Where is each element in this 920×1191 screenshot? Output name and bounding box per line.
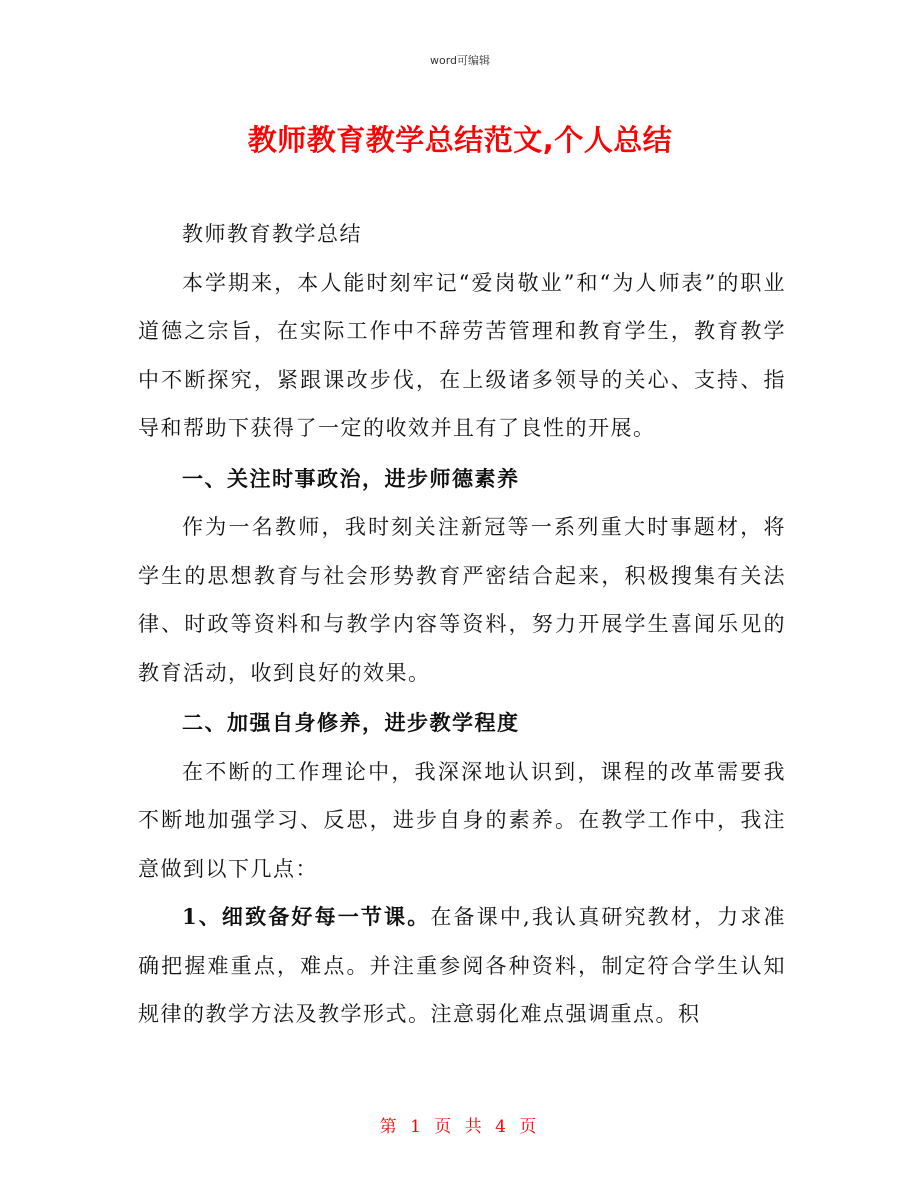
point-1-lead: 1、细致备好每一节课。 xyxy=(182,904,431,929)
section-1-paragraph: 作为一名教师，我时刻关注新冠等一系列重大时事题材，将学生的思想教育与社会形势教育严密结合起来，积极搜集有关法律、时政等资料和与教学内容等资料，努力开展学生喜闻乐见的教育活动，收到良好的效果。 xyxy=(138,515,786,685)
section-2-paragraph: 在不断的工作理论中，我深深地认识到，课程的改革需要我不断地加强学习、反思，进步自身的素养。在教学工作中，我注意做到以下几点： xyxy=(138,759,786,881)
point-1-body: 在备课中,我认真研究教材，力求准确把握难重点，难点。并注重参阅各种资料，制定符合学生认知规律的教学方法及教学形式。注意弱化难点强调重点。积 xyxy=(138,905,786,1026)
document-body xyxy=(138,210,786,1039)
subtitle: 教师教育教学总结 xyxy=(182,222,362,246)
section-1-heading: 一、关注时事政治，进步师德素养 xyxy=(182,465,520,491)
page-footer: 第 1 页 共 4 页 xyxy=(379,1117,541,1137)
intro-paragraph: 本学期来，本人能时刻牢记“爱岗敬业”和“为人师表”的职业道德之宗旨，在实际工作中不辞劳苦管理和教育学生，教育教学中不断探究，紧跟课改步伐，在上级诸多领导的关心、支持、指导和帮助下获得了一定的收效并且有了良性的开展。 xyxy=(138,270,786,440)
section-2-heading: 二、加强自身修养，进步教学程度 xyxy=(182,710,520,735)
header-note: word可编辑 xyxy=(429,54,491,67)
point-1-paragraph xyxy=(138,893,786,1039)
document-title: 教师教育教学总结范文,个人总结 xyxy=(247,123,673,157)
